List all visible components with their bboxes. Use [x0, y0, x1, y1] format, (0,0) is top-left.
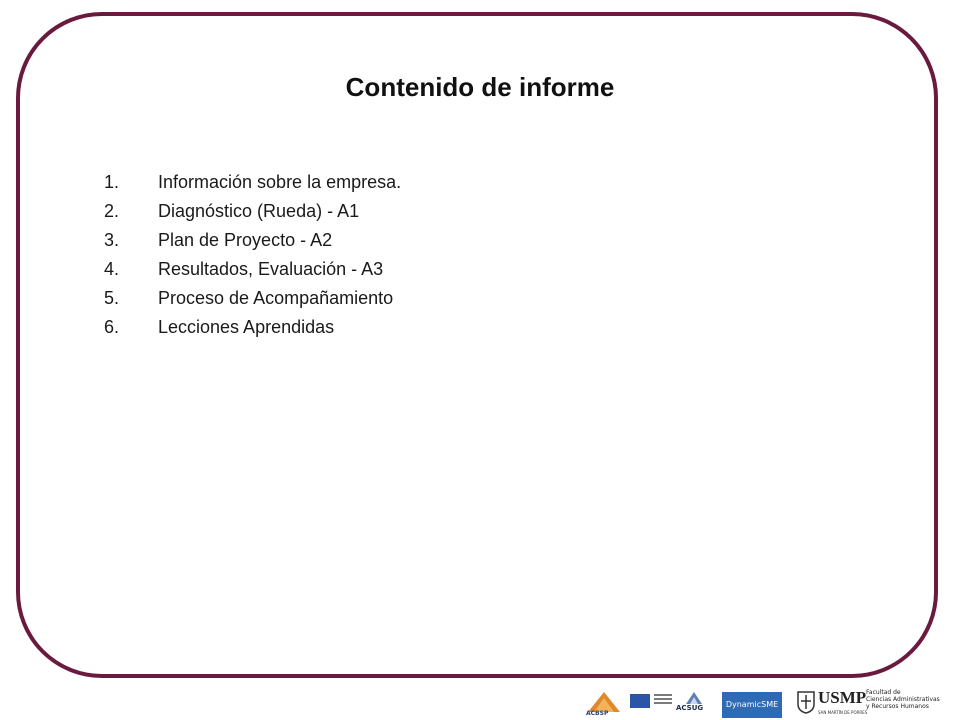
list-item-text: Lecciones Aprendidas — [158, 317, 335, 337]
acsug-logo-text: ACSUG — [676, 704, 704, 712]
dynamicsme-logo: DynamicSME — [722, 692, 782, 718]
list-item — [104, 284, 401, 313]
list-item-number: 2. — [104, 201, 120, 221]
list-item-number: 1. — [104, 172, 120, 192]
usmp-logo-subtext: SAN MARTÍN DE PORRES — [818, 710, 868, 715]
list-item-text: Información sobre la empresa. — [158, 172, 402, 192]
faculty-line: Facultad de — [866, 689, 901, 696]
list-item-number: 3. — [104, 230, 120, 250]
list-item — [104, 255, 401, 284]
list-item-text: Proceso de Acompañamiento — [158, 288, 394, 308]
list-item — [104, 168, 401, 197]
acsug-logo-icon — [674, 688, 714, 718]
faculty-line: Ciencias Administrativas — [866, 696, 940, 703]
list-item-number: 6. — [104, 317, 120, 337]
list-item-text: Resultados, Evaluación - A3 — [158, 259, 384, 279]
faculty-text — [866, 689, 940, 710]
eu-flag-icon — [630, 694, 650, 708]
list-item-text: Plan de Proyecto - A2 — [158, 230, 333, 250]
usmp-logo-text: USMP — [818, 688, 867, 707]
list-item — [104, 313, 401, 342]
faculty-line: y Recursos Humanos — [866, 703, 929, 710]
footer-logos — [560, 684, 960, 720]
list-item-text: Diagnóstico (Rueda) - A1 — [158, 201, 360, 221]
content-list — [104, 168, 401, 342]
acbsp-logo-text: ACBSP — [586, 710, 609, 717]
eu-text-lines — [654, 694, 672, 708]
list-item-number: 5. — [104, 288, 120, 308]
list-item — [104, 197, 401, 226]
list-item — [104, 226, 401, 255]
slide-frame — [16, 12, 938, 678]
list-item-number: 4. — [104, 259, 120, 279]
usmp-seal-icon — [796, 690, 816, 714]
slide-title: Contenido de informe — [345, 72, 615, 102]
